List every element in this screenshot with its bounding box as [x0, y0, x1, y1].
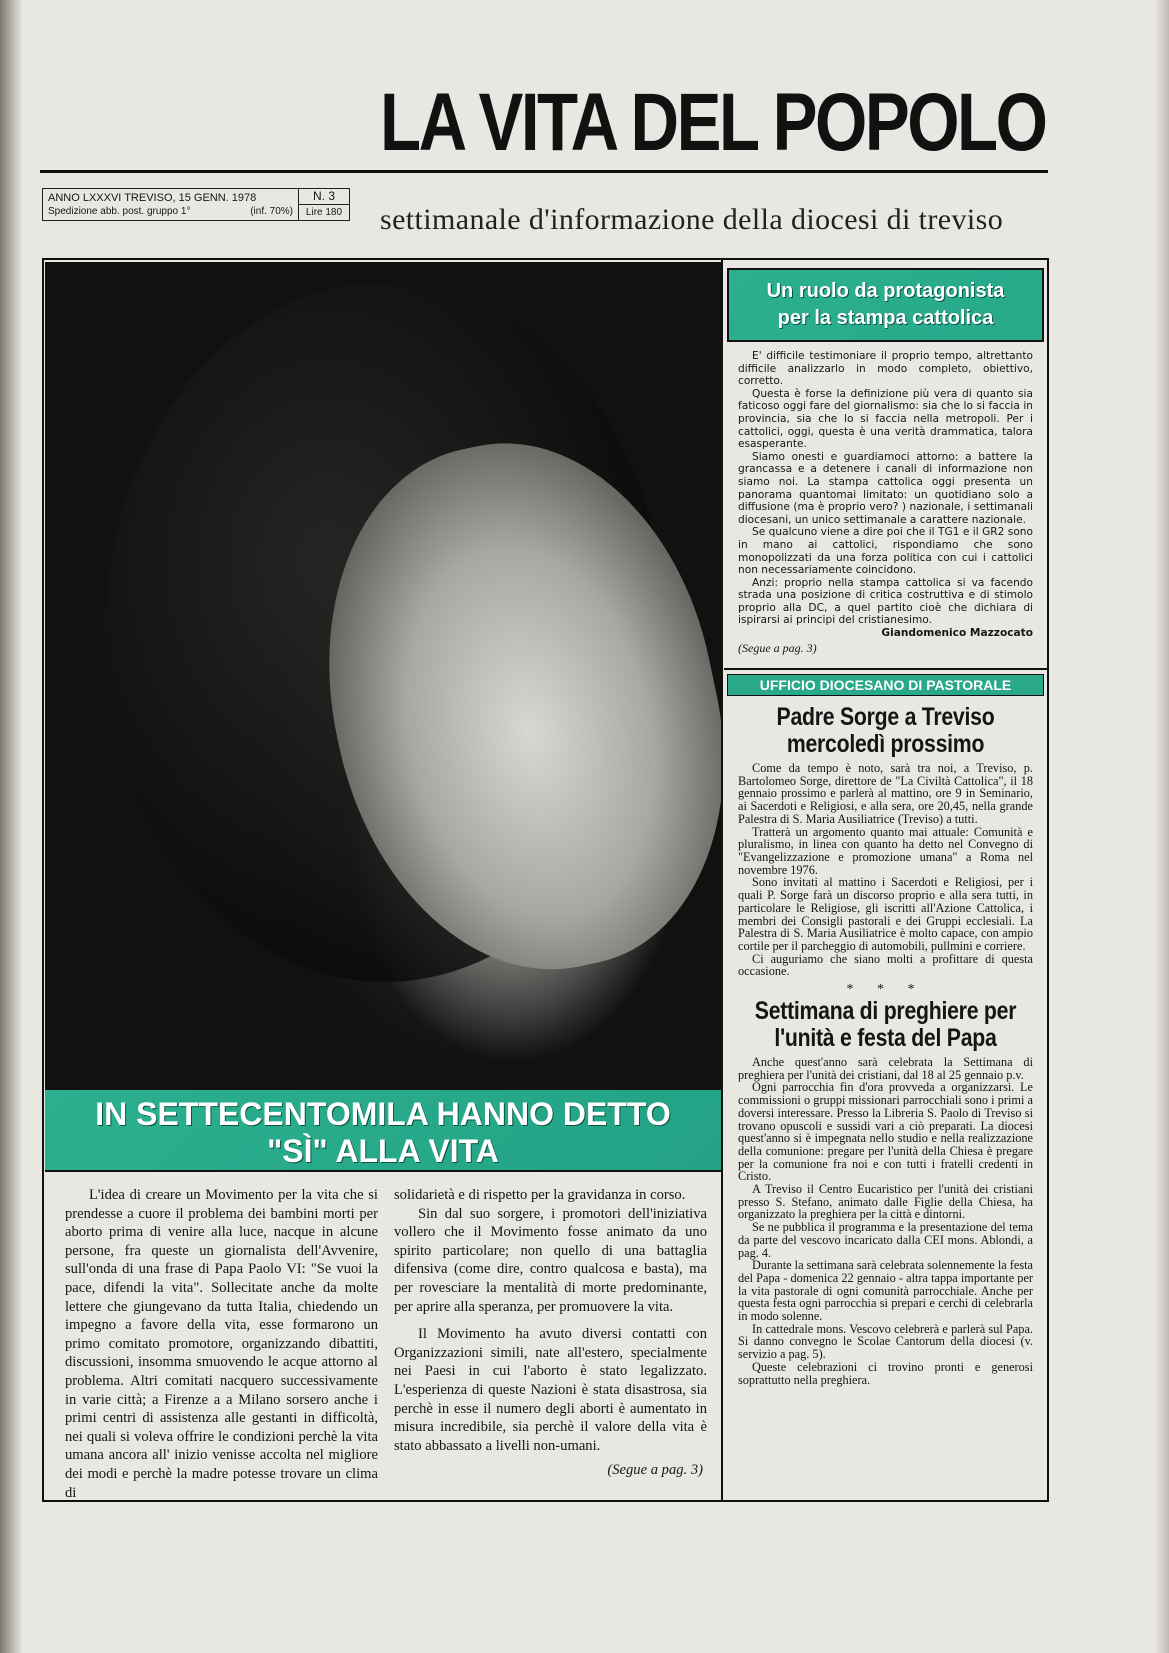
paragraph: Siamo onesti e guardiamoci attorno: a battere la grancassa e a detenere i canali di informazione non siamo noi. La stampa cattolica oggi presenta un panorama quantomai limitato: un quotidiano solo a diffusione (ma è proprio vero? ) nazionale, i settimanali diocesani, un unico settimanale a carattere nazionale.: [738, 450, 1033, 526]
article-column: [394, 1186, 707, 1496]
column-divider: [721, 260, 723, 1500]
separator: * * *: [846, 982, 925, 998]
page-binding-edge: [0, 0, 22, 1653]
editorial-title: [727, 268, 1044, 342]
pastorale-body: [724, 758, 1047, 978]
paragraph: Ci auguriamo che siano molti a profittare di questa occasione.: [738, 951, 1033, 979]
issue-price: Lire 180: [305, 207, 343, 218]
paragraph: Durante la settimana sarà celebrata solennemente la festa del Papa - domenica 22 gennaio - altra tappa importante per la vita pastorale di ogni comunità parrocchiale. Anche per questa festa ogni parrocchia si prepari e cerchi di celebrarla in modo solenne.: [738, 1258, 1033, 1324]
issue-number: N. 3: [299, 189, 349, 205]
paragraph: Queste celebrazioni ci trovino pronti e generosi soprattutto nella preghiera.: [738, 1359, 1033, 1387]
headline-line: IN SETTECENTOMILA HANNO DETTO: [95, 1096, 671, 1132]
paragraph: Anzi: proprio nella stampa cattolica si va facendo strada una posizione di critica costruttiva e di stimolo proprio alla DC, a quel partito cioè che dichiara di ispirarsi ai principi del cristianesimo.: [738, 576, 1033, 627]
masthead-subtitle: settimanale d'informazione della diocesi di treviso: [380, 203, 1004, 236]
settimana-body: [724, 1052, 1047, 1386]
issue-info-box: [42, 188, 350, 221]
paragraph: Sin dal suo sorgere, i promotori dell'iniziativa vollero che il Movimento fosse animato da uno spirito particolare; non quello di una battaglia difensiva (come dire, contro qualcosa e basta), ma per rovesciare la mentalità di morte predominante, per aprire alla speranza, per promuovere la vita.: [394, 1205, 707, 1315]
paragraph: Come da tempo è noto, sarà tra noi, a Treviso, p. Bartolomeo Sorge, direttore de "La Civiltà Cattolica", il 18 gennaio prossimo e parlerà al mattino, ore 9 in Seminario, ai Sacerdoti e Religiosi, e alla sera, ore 20,45, nella grande Palestra di S. Maria Ausiliatrice (Treviso) a tutti.: [738, 761, 1033, 826]
title-line: l'unità e festa del Papa: [774, 1024, 997, 1053]
paragraph: In cattedrale mons. Vescovo celebrerà e parlerà sul Papa. Si danno convegno le Scolae Cantorum della diocesi (v. servizio a pag. 5).: [738, 1321, 1033, 1362]
postal-info: Spedizione abb. post. gruppo 1°: [48, 206, 191, 217]
headline-line: "SÌ" ALLA VITA: [267, 1133, 499, 1169]
editorial-author: Giandomenico Mazzocato: [881, 627, 1033, 640]
continued-link[interactable]: (Segue a pag. 3): [607, 1462, 703, 1479]
title-line: Settimana di preghiere per: [754, 997, 1017, 1026]
article-column: [65, 1186, 378, 1501]
paragraph: solidarietà e di rispetto per la gravidanza in corso.: [394, 1187, 686, 1203]
paragraph: E' difficile testimoniare il proprio tempo, altrettanto difficile analizzarlo in modo completo, obiettivo, corretto.: [738, 350, 1033, 388]
title-line: Padre Sorge a Treviso: [776, 703, 995, 732]
title-line: per la stampa cattolica: [777, 307, 994, 329]
right-column: [724, 262, 1047, 1386]
paragraph: Se ne pubblica il programma e la presentazione del tema da parte del vescovo incaricato dalla CEI mons. Ablondi, a pag. 4.: [738, 1220, 1033, 1260]
editorial-body: [724, 342, 1047, 627]
paragraph: Tratterà un argomento quanto mai attuale: Comunità e pluralismo, in linea con quanto ha detto nel Convegno di "Evangelizzazione e promozione umana" a Roma nel novembre 1976.: [738, 824, 1033, 877]
paragraph: Ogni parrocchia fin d'ora provveda a organizzarsi. Le commissioni o gruppi missionari parrocchiali sono i primi a doversi interessare. Presso la Libreria S. Paolo di Treviso si trovano opuscoli e sussidi vari a ciò preparati. La diocesi quest'anno si è impegnata nello studio e nella realizzazione della comunione: pregare per l'unità della Chiesa è pregare per la comunione fra noi e con tutti i fratelli credenti in Cristo.: [738, 1080, 1033, 1184]
main-headline: [45, 1088, 721, 1172]
paragraph: L'idea di creare un Movimento per la vita che si prendesse a cuore il problema dei bambini morti per aborto prima di venire alla luce, nacque in alcune persone, fra queste un giornalista dell'Avvenire, sull'onda di una frase di Papa Paolo VI: "Se vuoi la pace, difendi la vita". Sollecitate anche da molte lettere che giungevano da tutta Italia, chiedendo un impegno a favore della vita, esse formarono un primo comitato promotore, organizzando dibattiti, discussioni, insomma smuovendo le acque attorno al problema. Altri comitati nacquero successivamente in varie città; a Firenze a a Milano sorsero anche i primi centri di assistenza alle gestanti in difficoltà, nei quali si voleva offrire le condizioni perchè la vita umana ancora all' inizio venisse accolta nel migliore dei modi e perchè la madre potesse trovare un clima di: [65, 1187, 378, 1501]
page-right-edge: [1155, 0, 1169, 1653]
issue-line: ANNO LXXXVI TREVISO, 15 GENN. 1978: [48, 192, 257, 204]
article-title: [748, 704, 1023, 758]
article-title: [748, 998, 1023, 1052]
title-line: Un ruolo da protagonista: [766, 280, 1005, 302]
divider: [724, 668, 1047, 670]
paragraph: A Treviso il Centro Eucaristico per l'unità dei cristiani presso S. Stefano, animato dalle Figlie della Chiesa, ha organizzato la preghiera per la città e dintorni.: [738, 1182, 1033, 1222]
paragraph: Se qualcuno viene a dire poi che il TG1 e il GR2 sono in mano ai cattolici, rispondiamo che sono monopolizzati da una forza politica con cui i cattolici non necessariamente coincidono.: [738, 526, 1033, 577]
paragraph: Questa è forse la definizione più vera di quanto sia faticoso oggi fare del giornalismo: sia che lo si faccia in provincia, sia che lo si faccia nella metropoli. Per i cattolici, oggi, questa è una verità drammatica, talora esasperante.: [738, 387, 1033, 451]
masthead-rule: [40, 170, 1048, 173]
masthead-title: LA VITA DEL POPOLO: [380, 77, 1046, 168]
continued-link[interactable]: (Segue a pag. 3): [738, 641, 817, 656]
section-band: UFFICIO DIOCESANO DI PASTORALE: [727, 674, 1044, 696]
main-article: [45, 1178, 721, 1501]
postal-percent: (inf. 70%): [250, 206, 293, 217]
paragraph: Il Movimento ha avuto diversi contatti con Organizzazioni simili, nate all'estero, specialmente nei Paesi in cui l'aborto è stato legalizzato. L'esperienza di queste Nazioni è stata disastrosa, sia perchè in esse il numero degli aborti è aumentato in misura incredibile, sia perchè il valore della vita è stato abbassato a livelli non-umani.: [394, 1326, 707, 1454]
paragraph: Sono invitati al mattino i Sacerdoti e Religiosi, per i quali P. Sorge farà un discorso proprio e alla sera tutti, in particolare le Religiose, gli iscritti all'Azione Cattolica, i membri dei Consigli pastorali e dei Gruppi ecclesiali. La Palestra di S. Maria Ausiliatrice è molto capace, con ampio cortile per il parcheggio di automobili, pullmini e corriere.: [738, 875, 1033, 953]
paragraph: Anche quest'anno sarà celebrata la Settimana di preghiera per l'unità dei cristiani, dal 18 al 25 gennaio p.v.: [738, 1055, 1033, 1082]
title-line: mercoledì prossimo: [786, 730, 985, 759]
cover-photo: [45, 262, 721, 1088]
